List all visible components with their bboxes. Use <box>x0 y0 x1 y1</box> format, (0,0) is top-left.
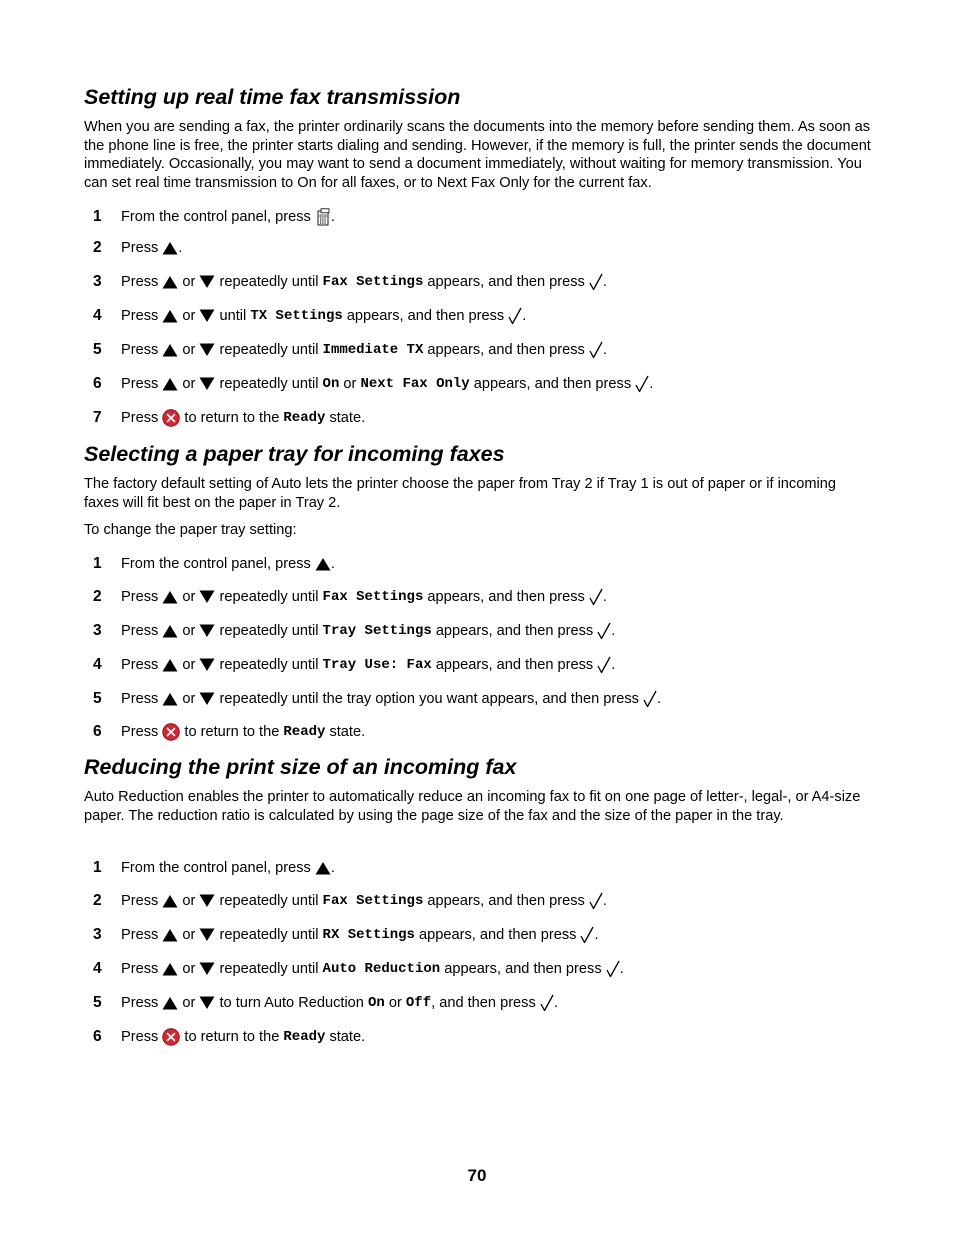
checkmark-icon <box>597 656 611 674</box>
step-text-run: Press <box>121 623 163 639</box>
step-text-run: state. <box>325 1029 366 1045</box>
display-text: Fax Settings <box>322 589 424 605</box>
step-text-run: to return to the <box>180 724 284 740</box>
step-text-run: or <box>178 995 200 1011</box>
step-number: 7 <box>93 409 102 426</box>
down-arrow-icon <box>199 343 215 357</box>
down-arrow-icon <box>199 624 215 638</box>
step-number: 1 <box>93 555 102 572</box>
checkmark-icon <box>597 622 611 640</box>
checkmark-icon <box>540 994 554 1012</box>
step-item <box>84 688 661 710</box>
step-item <box>84 721 365 743</box>
step-text-run: to turn Auto Reduction <box>215 995 368 1011</box>
body-paragraph: To change the paper tray setting: <box>84 522 297 539</box>
step-item <box>84 857 335 879</box>
step-text-run: . <box>611 657 616 673</box>
step-text <box>121 994 558 1012</box>
step-text-run: Press <box>121 657 163 673</box>
step-text <box>121 307 526 325</box>
step-text-run: repeatedly until the tray option you want appears, and then press <box>215 691 643 707</box>
step-text-run: appears, and then press <box>423 274 589 290</box>
step-item <box>84 1026 365 1048</box>
step-text <box>121 273 607 291</box>
display-text: Ready <box>283 724 326 740</box>
up-arrow-icon <box>162 692 178 706</box>
step-number: 5 <box>93 341 102 358</box>
step-text-run: or <box>178 342 200 358</box>
step-text-run: , and then press <box>431 995 540 1011</box>
step-number: 4 <box>93 307 102 324</box>
step-item <box>84 271 607 293</box>
step-number: 3 <box>93 273 102 290</box>
checkmark-icon <box>643 690 657 708</box>
checkmark-icon <box>580 926 594 944</box>
up-arrow-icon <box>162 241 178 255</box>
step-item <box>84 373 653 395</box>
up-arrow-icon <box>162 377 178 391</box>
step-text-run: From the control panel, press <box>121 556 315 572</box>
up-arrow-icon <box>162 894 178 908</box>
step-text-run: appears, and then press <box>342 308 509 324</box>
step-text-run: . <box>553 995 558 1011</box>
step-text <box>121 622 615 640</box>
step-text-run: repeatedly until <box>215 927 323 943</box>
step-text-run: Press <box>121 410 163 426</box>
step-text-run: . <box>594 927 599 943</box>
step-item <box>84 206 335 228</box>
step-item <box>84 924 599 946</box>
step-text-run: Press <box>121 1029 163 1045</box>
up-arrow-icon <box>315 557 331 571</box>
display-text: Ready <box>283 410 326 426</box>
step-text-run: From the control panel, press <box>121 209 315 225</box>
step-text-run: or <box>178 893 200 909</box>
step-text-run: . <box>602 342 607 358</box>
down-arrow-icon <box>199 962 215 976</box>
display-text: Immediate TX <box>322 342 424 358</box>
down-arrow-icon <box>199 692 215 706</box>
up-arrow-icon <box>162 658 178 672</box>
step-text-run: or <box>178 657 200 673</box>
step-text-run: repeatedly until <box>215 274 323 290</box>
body-paragraph: The factory default setting of Auto lets the printer choose the paper from Tray 2 if Tray 1 is out of paper or if incoming faxes will fit best on the paper in Tray 2. <box>84 476 836 511</box>
up-arrow-icon <box>162 275 178 289</box>
step-text-run: or <box>178 691 200 707</box>
step-text-run: Press <box>121 724 163 740</box>
step-text-run: repeatedly until <box>215 893 323 909</box>
step-item <box>84 620 615 642</box>
step-text-run: repeatedly until <box>215 657 323 673</box>
step-text <box>121 960 624 978</box>
step-text <box>121 240 182 256</box>
step-text <box>121 690 661 708</box>
step-number: 2 <box>93 239 102 256</box>
section-heading: Reducing the print size of an incoming fax <box>84 755 517 779</box>
step-text-run: Press <box>121 927 163 943</box>
step-text-run: appears, and then press <box>423 342 589 358</box>
step-text-run: Press <box>121 995 163 1011</box>
step-text-run: appears, and then press <box>431 657 598 673</box>
display-text: Off <box>405 995 432 1011</box>
step-text-run: or <box>178 623 200 639</box>
step-text <box>121 926 599 944</box>
up-arrow-icon <box>162 624 178 638</box>
down-arrow-icon <box>199 377 215 391</box>
checkmark-icon <box>589 273 603 291</box>
step-number: 2 <box>93 892 102 909</box>
step-text-run: . <box>657 691 662 707</box>
display-text: On <box>322 376 340 392</box>
step-number: 6 <box>93 375 102 392</box>
step-item <box>84 237 182 259</box>
display-text: Next Fax Only <box>360 376 470 392</box>
step-text <box>121 1028 365 1046</box>
checkmark-icon <box>589 588 603 606</box>
step-item <box>84 958 624 980</box>
display-text: TX Settings <box>250 308 343 324</box>
checkmark-icon <box>508 307 522 325</box>
section-print-size-reduction <box>84 754 874 1045</box>
step-text-run: . <box>619 961 624 977</box>
up-arrow-icon <box>162 343 178 357</box>
step-text-run: Press <box>121 274 163 290</box>
step-text-run: . <box>330 556 335 572</box>
step-item <box>84 890 607 912</box>
step-text-run: Press <box>121 240 163 256</box>
step-text-run: to return to the <box>180 410 284 426</box>
down-arrow-icon <box>199 309 215 323</box>
step-text-run: . <box>602 589 607 605</box>
up-arrow-icon <box>162 962 178 976</box>
step-item <box>84 305 526 327</box>
step-text-run: Press <box>121 342 163 358</box>
step-text-run: Press <box>121 961 163 977</box>
step-text-run: . <box>522 308 527 324</box>
step-text <box>121 208 335 226</box>
step-text-run: . <box>330 209 335 225</box>
up-arrow-icon <box>162 996 178 1010</box>
step-text-run: . <box>330 860 335 876</box>
fax-icon <box>315 208 331 226</box>
step-text-run: or <box>178 376 200 392</box>
checkmark-icon <box>589 341 603 359</box>
step-number: 6 <box>93 1028 102 1045</box>
up-arrow-icon <box>162 590 178 604</box>
step-text-run: repeatedly until <box>215 623 323 639</box>
section-real-time-fax <box>84 84 874 426</box>
step-text <box>121 860 335 876</box>
step-number: 5 <box>93 994 102 1011</box>
step-item <box>84 339 607 361</box>
display-text: RX Settings <box>322 927 415 943</box>
up-arrow-icon <box>315 861 331 875</box>
down-arrow-icon <box>199 996 215 1010</box>
step-text-run: or <box>178 589 200 605</box>
step-text-run: state. <box>325 410 366 426</box>
step-text <box>121 656 615 674</box>
section-paper-tray <box>84 441 874 740</box>
checkmark-icon <box>606 960 620 978</box>
step-text-run: . <box>602 893 607 909</box>
body-paragraph: When you are sending a fax, the printer ordinarily scans the documents into the memory before sending them. As soon as the phone line is free, the printer starts dialing and sending. However, if the memory is full, the printer sends the document immediately. Occasionally, you may want to send a document immediately, without waiting for memory transmission. You can set real time transmission to On for all faxes, or to Next Fax Only for the current fax. <box>84 119 871 192</box>
step-text-run: . <box>611 623 616 639</box>
body-paragraph: Auto Reduction enables the printer to automatically reduce an incoming fax to fit on one page of letter-, legal-, or A4-size paper. The reduction ratio is calculated by using the page size of the fax and the size of the paper in the tray. <box>84 789 861 824</box>
display-text: Tray Use: Fax <box>322 657 432 673</box>
step-text-run: Press <box>121 893 163 909</box>
step-number: 4 <box>93 960 102 977</box>
step-number: 1 <box>93 208 102 225</box>
step-item <box>84 992 558 1014</box>
step-text-run: Press <box>121 691 163 707</box>
step-text-run: repeatedly until <box>215 342 323 358</box>
up-arrow-icon <box>162 928 178 942</box>
step-text-run: state. <box>325 724 366 740</box>
stop-cancel-icon <box>162 723 180 741</box>
step-text-run: repeatedly until <box>215 961 323 977</box>
step-number: 1 <box>93 859 102 876</box>
step-number: 2 <box>93 588 102 605</box>
step-item <box>84 586 607 608</box>
display-text: Fax Settings <box>322 274 424 290</box>
step-text <box>121 723 365 741</box>
display-text: Tray Settings <box>322 623 432 639</box>
step-number: 3 <box>93 926 102 943</box>
section-heading: Selecting a paper tray for incoming faxes <box>84 442 505 466</box>
display-text: Auto Reduction <box>322 961 441 977</box>
step-text-run: repeatedly until <box>215 376 323 392</box>
step-text-run: or <box>339 376 361 392</box>
step-text-run: or <box>178 274 200 290</box>
step-text-run: repeatedly until <box>215 589 323 605</box>
step-number: 5 <box>93 690 102 707</box>
down-arrow-icon <box>199 658 215 672</box>
step-text <box>121 409 365 427</box>
down-arrow-icon <box>199 275 215 289</box>
display-text: On <box>367 995 385 1011</box>
step-number: 3 <box>93 622 102 639</box>
step-text <box>121 375 653 393</box>
down-arrow-icon <box>199 590 215 604</box>
step-text <box>121 556 335 572</box>
display-text: Ready <box>283 1029 326 1045</box>
page-number: 70 <box>467 1166 487 1185</box>
step-text <box>121 892 607 910</box>
stop-cancel-icon <box>162 1028 180 1046</box>
step-text-run: From the control panel, press <box>121 860 315 876</box>
step-text-run: to return to the <box>180 1029 284 1045</box>
step-text-run: or <box>178 308 200 324</box>
step-item <box>84 654 615 676</box>
step-text-run: Press <box>121 376 163 392</box>
step-text <box>121 341 607 359</box>
step-number: 4 <box>93 656 102 673</box>
step-item <box>84 407 365 429</box>
step-text-run: Press <box>121 308 163 324</box>
step-text <box>121 588 607 606</box>
step-text-run: appears, and then press <box>469 376 636 392</box>
checkmark-icon <box>635 375 649 393</box>
step-text-run: or <box>178 927 200 943</box>
step-text-run: appears, and then press <box>423 589 589 605</box>
step-text-run: . <box>649 376 654 392</box>
down-arrow-icon <box>199 894 215 908</box>
section-heading: Setting up real time fax transmission <box>84 85 461 109</box>
checkmark-icon <box>589 892 603 910</box>
step-text-run: Press <box>121 589 163 605</box>
up-arrow-icon <box>162 309 178 323</box>
step-text-run: appears, and then press <box>431 623 598 639</box>
down-arrow-icon <box>199 928 215 942</box>
step-text-run: appears, and then press <box>440 961 606 977</box>
step-text-run: appears, and then press <box>414 927 581 943</box>
step-item <box>84 553 335 575</box>
step-text-run: . <box>602 274 607 290</box>
display-text: Fax Settings <box>322 893 424 909</box>
step-text-run: . <box>178 240 183 256</box>
step-text-run: appears, and then press <box>423 893 589 909</box>
step-text-run: or <box>384 995 406 1011</box>
step-number: 6 <box>93 723 102 740</box>
stop-cancel-icon <box>162 409 180 427</box>
step-text-run: or <box>178 961 200 977</box>
step-text-run: until <box>215 308 251 324</box>
